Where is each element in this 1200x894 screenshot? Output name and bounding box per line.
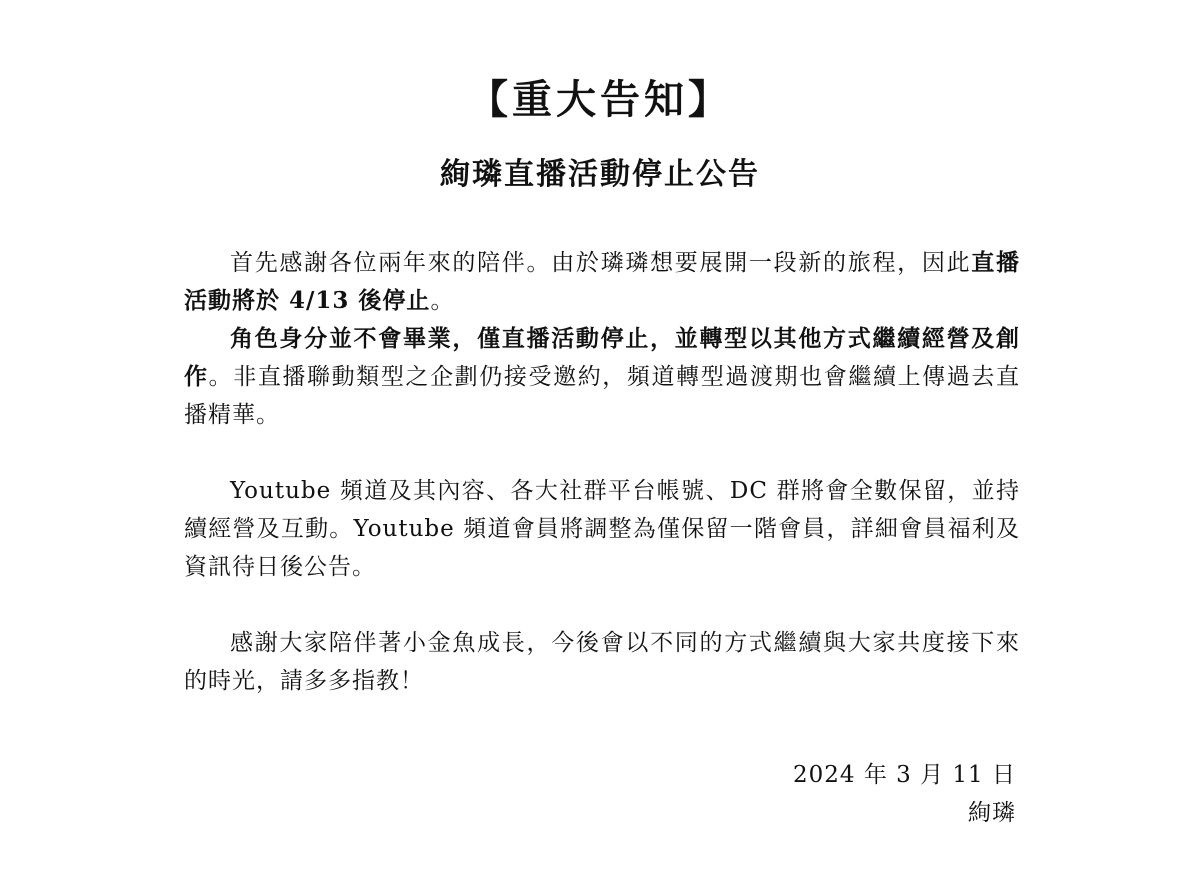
announcement-body (184, 244, 1020, 700)
character-status-notice: 角色身分並不會畢業，僅直播活動停止，並轉型以其他方式繼續經營及創作 (184, 325, 1020, 390)
announcement-date: 2024 年 3 月 11 日 (793, 762, 1016, 788)
paragraph-channel: Youtube 頻道及其內容、各大社群平台帳號、DC 群將會全數保留，並持續經營及互動。Youtube 頻道會員將調整為僅保留一階會員，詳細會員福利及資訊待日後公告。 (184, 478, 1020, 580)
stream-end-date-notice: 直播活動將於 4/13 後停止 (184, 249, 1021, 314)
signature-block (793, 756, 1016, 832)
page-subtitle: 絢璘直播活動停止公告 (440, 157, 760, 192)
paragraph-thanks-tail: 。 (430, 288, 455, 314)
paragraph-spacer (184, 586, 1020, 624)
paragraph-thanks-text: 首先感謝各位兩年來的陪伴。由於璘璘想要展開一段新的旅程，因此 (230, 250, 972, 276)
page-title: 【重大告知】 (468, 76, 732, 123)
paragraph-transition-text: 。非直播聯動類型之企劃仍接受邀約，頻道轉型過渡期也會繼續上傳過去直播精華。 (184, 364, 1021, 428)
paragraph-spacer (184, 434, 1020, 472)
paragraph-closing: 感謝大家陪伴著小金魚成長，今後會以不同的方式繼續與大家共度接下來的時光，請多多指教！ (184, 630, 1020, 694)
paragraph-transition (184, 320, 1020, 434)
signature-name: 絢璘 (968, 800, 1016, 826)
paragraph-thanks (184, 244, 1020, 320)
